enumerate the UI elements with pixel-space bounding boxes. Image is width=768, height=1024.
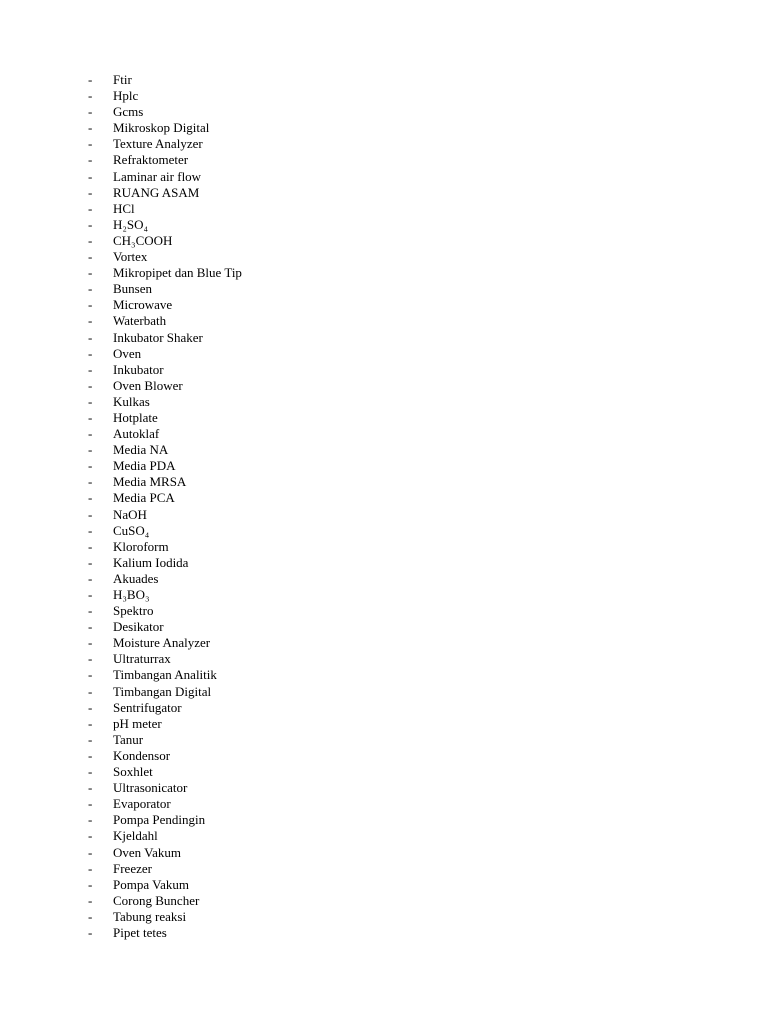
list-item-label: Soxhlet bbox=[113, 764, 153, 780]
list-item-label: Tabung reaksi bbox=[113, 908, 187, 924]
list-item bbox=[88, 233, 242, 249]
list-item-label: Ultraturrax bbox=[113, 651, 171, 667]
list-item bbox=[88, 507, 242, 523]
list-item bbox=[88, 603, 242, 619]
list-item bbox=[88, 442, 242, 458]
list-item-label: CH₃COOH bbox=[113, 232, 173, 248]
list-item bbox=[88, 72, 242, 88]
list-bullet: - bbox=[88, 361, 93, 377]
list-bullet: - bbox=[88, 409, 93, 425]
list-item bbox=[88, 764, 242, 780]
list-item-label: NaOH bbox=[113, 506, 147, 522]
list-bullet: - bbox=[88, 844, 93, 860]
list-bullet: - bbox=[88, 651, 93, 667]
list-item-label: Kondensor bbox=[113, 747, 171, 763]
list-item bbox=[88, 458, 242, 474]
list-item bbox=[88, 490, 242, 506]
list-item-label: Texture Analyzer bbox=[113, 136, 203, 152]
list-item-label: Kjeldahl bbox=[113, 828, 158, 844]
list-item bbox=[88, 104, 242, 120]
list-item-label: Media MRSA bbox=[113, 474, 187, 490]
list-item bbox=[88, 523, 242, 539]
list-item bbox=[88, 313, 242, 329]
list-bullet: - bbox=[88, 136, 93, 152]
list-bullet: - bbox=[88, 587, 93, 602]
list-item bbox=[88, 667, 242, 683]
list-bullet: - bbox=[88, 297, 93, 313]
list-item bbox=[88, 684, 242, 700]
list-item bbox=[88, 845, 242, 861]
list-bullet: - bbox=[88, 216, 93, 232]
list-bullet: - bbox=[88, 522, 93, 538]
list-item bbox=[88, 893, 242, 909]
list-bullet: - bbox=[88, 667, 93, 683]
list-item-label: Microwave bbox=[113, 297, 173, 313]
list-item bbox=[88, 474, 242, 490]
list-bullet: - bbox=[88, 104, 93, 120]
list-item-label: Sentrifugator bbox=[113, 699, 182, 715]
list-item-label: Mikropipet dan Blue Tip bbox=[113, 265, 242, 281]
list-item bbox=[88, 217, 242, 233]
list-item bbox=[88, 780, 242, 796]
list-bullet: - bbox=[88, 764, 93, 780]
list-item-label: Pompa Vakum bbox=[113, 876, 189, 892]
list-item-label: Evaporator bbox=[113, 796, 171, 812]
list-bullet: - bbox=[88, 554, 93, 570]
list-item-label: H₂SO₄ bbox=[113, 216, 149, 232]
equipment-list bbox=[88, 72, 242, 941]
list-item-label: Freezer bbox=[113, 860, 152, 876]
list-item bbox=[88, 249, 242, 265]
list-item-label: Ultrasonicator bbox=[113, 780, 188, 796]
list-bullet: - bbox=[88, 377, 93, 393]
list-bullet: - bbox=[88, 329, 93, 345]
list-bullet: - bbox=[88, 635, 93, 651]
list-item bbox=[88, 362, 242, 378]
list-item bbox=[88, 828, 242, 844]
list-bullet: - bbox=[88, 200, 93, 216]
list-bullet: - bbox=[88, 796, 93, 812]
list-bullet: - bbox=[88, 908, 93, 924]
list-item bbox=[88, 265, 242, 281]
list-bullet: - bbox=[88, 345, 93, 361]
list-bullet: - bbox=[88, 731, 93, 747]
list-bullet: - bbox=[88, 393, 93, 409]
list-item-label: CuSO₄ bbox=[113, 522, 150, 538]
list-bullet: - bbox=[88, 281, 93, 297]
list-item-label: Oven Vakum bbox=[113, 844, 182, 860]
list-bullet: - bbox=[88, 265, 93, 281]
list-bullet: - bbox=[88, 619, 93, 635]
list-bullet: - bbox=[88, 570, 93, 586]
list-item-label: Desikator bbox=[113, 619, 164, 635]
list-bullet: - bbox=[88, 828, 93, 844]
list-item-label: Media NA bbox=[113, 442, 169, 458]
list-item-label: Kulkas bbox=[113, 393, 150, 409]
list-item-label: Inkubator bbox=[113, 361, 164, 377]
list-item bbox=[88, 812, 242, 828]
list-item bbox=[88, 120, 242, 136]
list-item-label: Autoklaf bbox=[113, 426, 160, 442]
list-bullet: - bbox=[88, 249, 93, 265]
list-item-label: Hplc bbox=[113, 88, 139, 104]
list-item bbox=[88, 571, 242, 587]
list-item bbox=[88, 394, 242, 410]
list-item-label: RUANG ASAM bbox=[113, 184, 200, 200]
list-item-label: Inkubator Shaker bbox=[113, 329, 203, 345]
list-bullet: - bbox=[88, 780, 93, 796]
list-item bbox=[88, 732, 242, 748]
list-bullet: - bbox=[88, 715, 93, 731]
list-item bbox=[88, 378, 242, 394]
list-item bbox=[88, 925, 242, 941]
list-item-label: H₃BO₃ bbox=[113, 587, 150, 602]
list-item bbox=[88, 877, 242, 893]
list-item bbox=[88, 297, 242, 313]
list-item-label: Akuades bbox=[113, 570, 159, 586]
list-item bbox=[88, 185, 242, 201]
list-item-label: Kalium Iodida bbox=[113, 554, 189, 570]
list-bullet: - bbox=[88, 120, 93, 136]
list-item bbox=[88, 152, 242, 168]
list-bullet: - bbox=[88, 603, 93, 619]
list-bullet: - bbox=[88, 892, 93, 908]
list-item-label: Mikroskop Digital bbox=[113, 120, 210, 136]
list-bullet: - bbox=[88, 232, 93, 248]
list-bullet: - bbox=[88, 168, 93, 184]
list-bullet: - bbox=[88, 313, 93, 329]
list-bullet: - bbox=[88, 538, 93, 554]
list-item-label: Spektro bbox=[113, 603, 154, 619]
list-item bbox=[88, 330, 242, 346]
list-bullet: - bbox=[88, 860, 93, 876]
list-item bbox=[88, 201, 242, 217]
list-item bbox=[88, 796, 242, 812]
list-bullet: - bbox=[88, 442, 93, 458]
list-bullet: - bbox=[88, 683, 93, 699]
list-bullet: - bbox=[88, 876, 93, 892]
list-item bbox=[88, 169, 242, 185]
list-bullet: - bbox=[88, 747, 93, 763]
list-bullet: - bbox=[88, 506, 93, 522]
list-item-label: Pipet tetes bbox=[113, 924, 167, 940]
list-item-label: Tanur bbox=[113, 731, 144, 747]
list-item bbox=[88, 555, 242, 571]
list-item bbox=[88, 909, 242, 925]
list-item bbox=[88, 861, 242, 877]
list-item-label: Ftir bbox=[113, 72, 132, 87]
list-item-label: Gcms bbox=[113, 104, 144, 120]
list-item-label: Media PDA bbox=[113, 458, 176, 474]
list-item bbox=[88, 716, 242, 732]
list-item bbox=[88, 700, 242, 716]
list-bullet: - bbox=[88, 152, 93, 168]
list-item bbox=[88, 346, 242, 362]
list-item-label: Moisture Analyzer bbox=[113, 635, 211, 651]
list-item-label: Laminar air flow bbox=[113, 168, 202, 184]
list-item bbox=[88, 587, 242, 603]
list-item bbox=[88, 281, 242, 297]
list-item-label: Timbangan Analitik bbox=[113, 667, 217, 683]
list-item-label: Waterbath bbox=[113, 313, 167, 329]
list-bullet: - bbox=[88, 924, 93, 940]
list-item bbox=[88, 410, 242, 426]
list-item-label: Pompa Pendingin bbox=[113, 812, 206, 828]
list-item bbox=[88, 539, 242, 555]
list-item-label: Media PCA bbox=[113, 490, 175, 506]
list-item-label: HCl bbox=[113, 200, 135, 216]
list-bullet: - bbox=[88, 474, 93, 490]
list-item-label: Corong Buncher bbox=[113, 892, 200, 908]
list-item bbox=[88, 426, 242, 442]
list-bullet: - bbox=[88, 72, 93, 87]
list-item bbox=[88, 88, 242, 104]
list-item bbox=[88, 635, 242, 651]
list-item bbox=[88, 619, 242, 635]
list-item-label: Hotplate bbox=[113, 409, 158, 425]
list-bullet: - bbox=[88, 812, 93, 828]
list-item-label: Refraktometer bbox=[113, 152, 189, 168]
list-item-label: Vortex bbox=[113, 249, 148, 265]
list-item-label: Oven bbox=[113, 345, 142, 361]
list-item bbox=[88, 136, 242, 152]
list-item-label: Oven Blower bbox=[113, 377, 183, 393]
list-bullet: - bbox=[88, 426, 93, 442]
list-bullet: - bbox=[88, 88, 93, 104]
list-item bbox=[88, 748, 242, 764]
list-item-label: Kloroform bbox=[113, 538, 169, 554]
list-bullet: - bbox=[88, 184, 93, 200]
list-item bbox=[88, 651, 242, 667]
list-item-label: Timbangan Digital bbox=[113, 683, 212, 699]
list-bullet: - bbox=[88, 490, 93, 506]
list-item-label: Bunsen bbox=[113, 281, 152, 297]
list-bullet: - bbox=[88, 699, 93, 715]
list-bullet: - bbox=[88, 458, 93, 474]
list-item-label: pH meter bbox=[113, 715, 162, 731]
